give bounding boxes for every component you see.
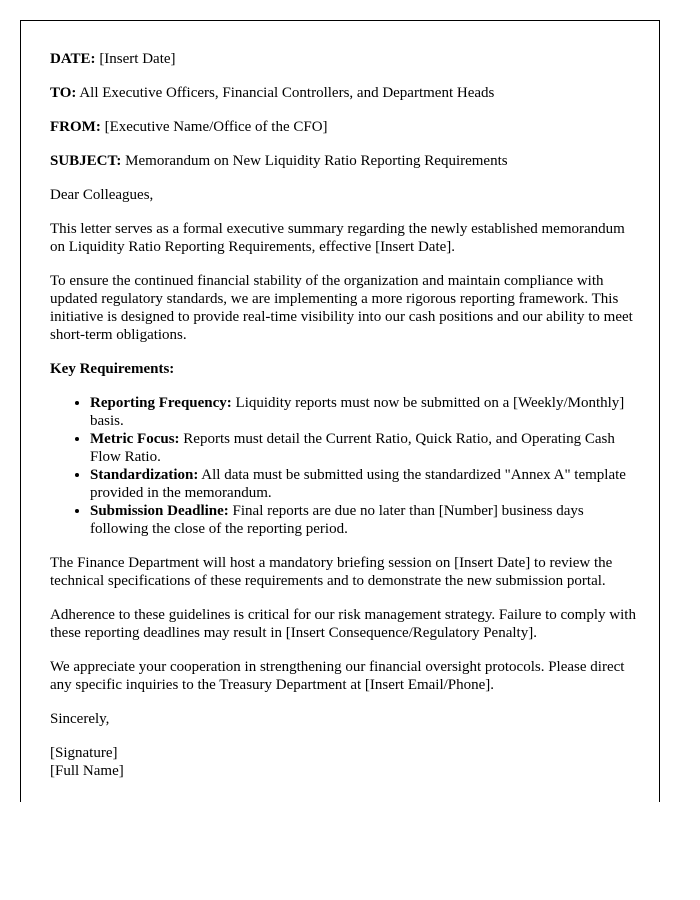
from-label: FROM: [50,119,101,135]
memo-page [20,20,660,802]
requirements-heading: Key Requirements: [50,361,175,377]
signature: [Signature] [50,745,118,761]
full-name: [Full Name] [50,763,124,779]
requirement-term: Metric Focus: [90,431,180,447]
briefing-paragraph: The Finance Department will host a mandatory briefing session on [Insert Date] to review the technical specifications of these requirements and to demonstrate the new submission portal. [50,555,613,589]
date-line [50,50,640,68]
requirement-item [90,430,640,466]
date-label: DATE: [50,51,96,67]
requirement-term: Submission Deadline: [90,503,229,519]
appreciation-paragraph: We appreciate your cooperation in strengthening our financial oversight protocols. Please direct any specific inquiries to the Treasury Department at [Insert Email/Phone]. [50,659,625,693]
to-line [50,84,640,102]
date-value: [Insert Date] [99,51,176,67]
requirement-item [90,394,640,430]
requirement-item [90,466,640,502]
memo-content [50,50,640,780]
requirement-text: Reports must detail the Current Ratio, Quick Ratio, and Operating Cash Flow Ratio. [90,431,615,465]
from-value: [Executive Name/Office of the CFO] [104,119,328,135]
intro-paragraph: This letter serves as a formal executive summary regarding the newly established memorandum on Liquidity Ratio Reporting Requirements, effective [Insert Date]. [50,221,625,255]
requirement-term: Reporting Frequency: [90,395,232,411]
requirements-list [50,394,640,538]
requirement-text: Final reports are due no later than [Number] business days following the close of the reporting period. [90,503,584,537]
requirement-term: Standardization: [90,467,199,483]
greeting: Dear Colleagues, [50,187,154,203]
closing: Sincerely, [50,711,110,727]
requirement-text: Liquidity reports must now be submitted on a [Weekly/Monthly] basis. [90,395,625,429]
subject-value: Memorandum on New Liquidity Ratio Reporting Requirements [125,153,508,169]
requirement-item [90,502,640,538]
requirement-text: All data must be submitted using the standardized "Annex A" template provided in the memorandum. [90,467,626,501]
to-value: All Executive Officers, Financial Controllers, and Department Heads [79,85,495,101]
adherence-paragraph: Adherence to these guidelines is critical for our risk management strategy. Failure to comply with these reporting deadlines may result in [Insert Consequence/Regulatory Penalty]. [50,607,636,641]
subject-label: SUBJECT: [50,153,122,169]
from-line [50,118,640,136]
subject-line [50,152,640,170]
to-label: TO: [50,85,77,101]
context-paragraph: To ensure the continued financial stability of the organization and maintain compliance with updated regulatory standards, we are implementing a more rigorous reporting framework. This initiative is designed to provide real-time visibility into our cash positions and our ability to meet short-term obligations. [50,273,633,343]
